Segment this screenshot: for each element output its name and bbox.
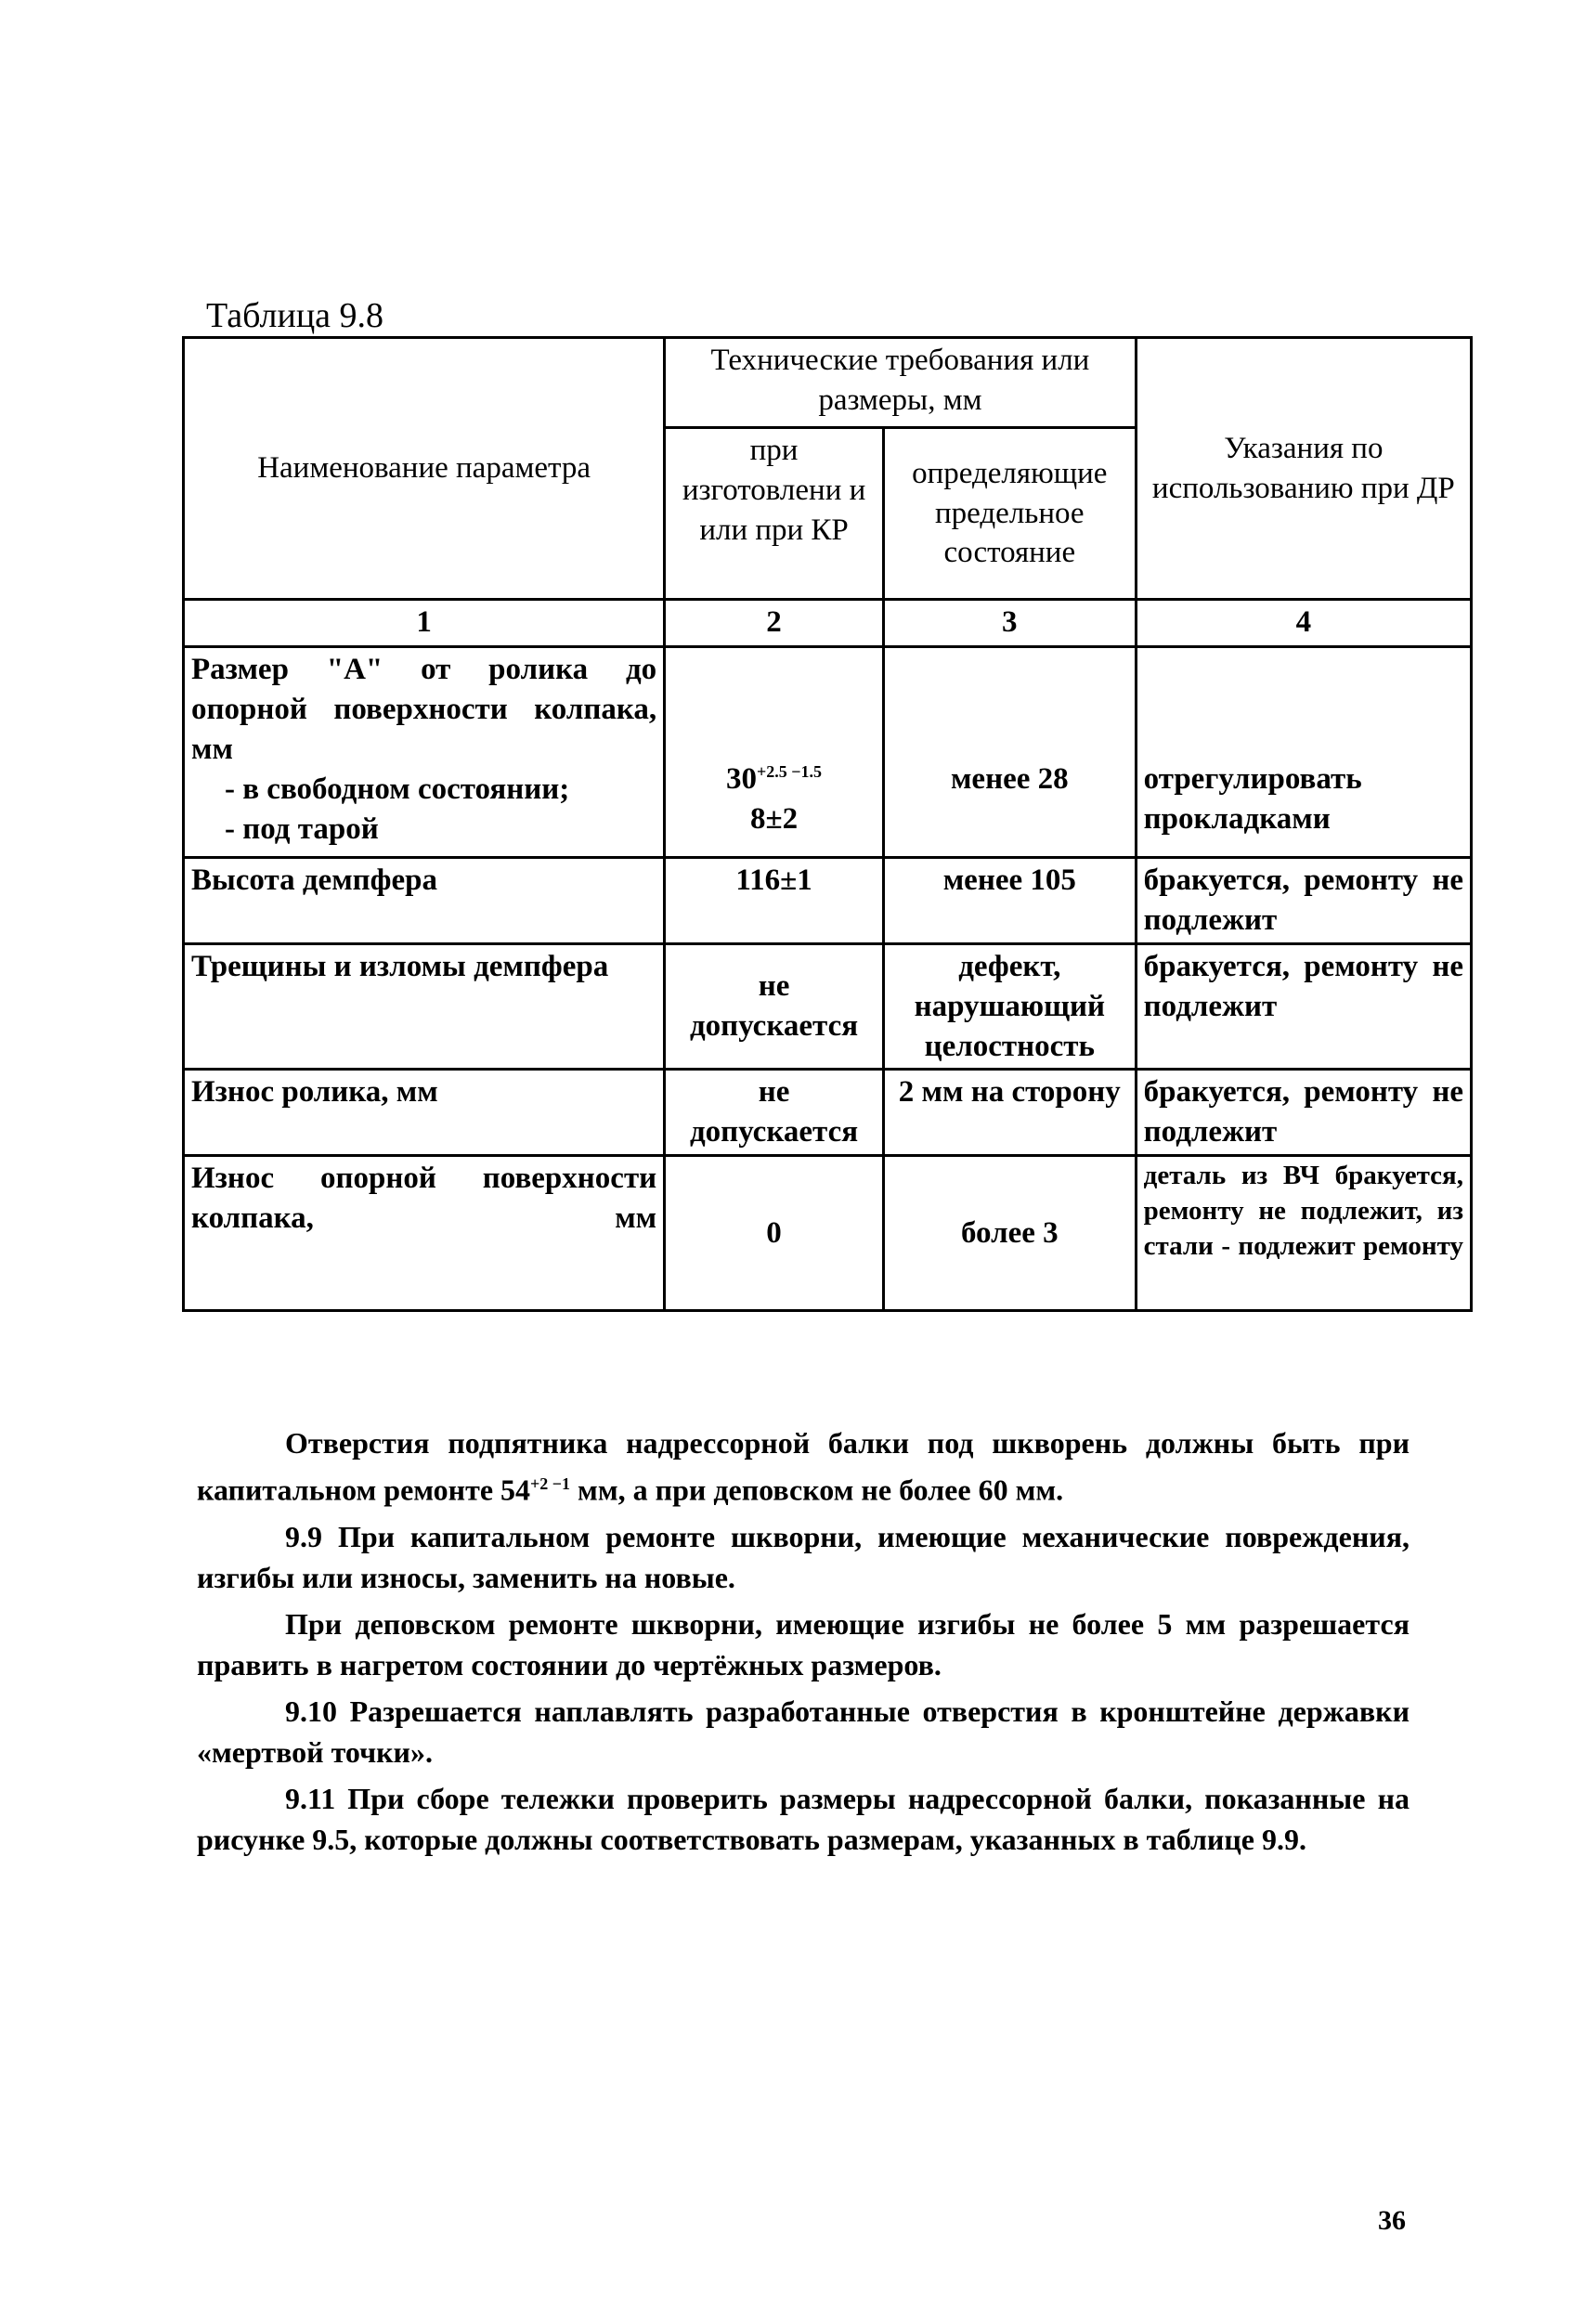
- row-value: 0: [665, 1156, 884, 1311]
- col-number: 2: [665, 600, 884, 647]
- header-limit: определяющие предельное состояние: [883, 428, 1136, 600]
- value-tolerance: +2.5 −1.5: [757, 762, 823, 781]
- table-row: [184, 943, 1472, 1070]
- row-limit: дефект, нарушающий целостность: [883, 943, 1136, 1070]
- table-row: [184, 647, 1472, 858]
- header-tech-group: Технические требования или размеры, мм: [665, 338, 1136, 428]
- row-value: не допускается: [665, 943, 884, 1070]
- row-name: Износ ролика, мм: [184, 1070, 665, 1156]
- row-name: Высота демпфера: [184, 858, 665, 944]
- spec-table: [182, 336, 1473, 1312]
- row-name-text: Размер "А" от ролика до опорной поверхности колпака, мм: [191, 653, 657, 766]
- header-param: Наименование параметра: [184, 338, 665, 600]
- paragraph: При деповском ремонте шкворни, имеющие изгибы не более 5 мм разрешается править в нагретом состоянии до чертёжных размеров.: [197, 1606, 1410, 1681]
- paragraph-text: Отверстия подпятника надрессорной балки под шкворень должны быть при капитальном ремонте 54: [197, 1426, 1410, 1507]
- table-row: [184, 858, 1472, 944]
- row-limit: менее 105: [883, 858, 1136, 944]
- table-row: [184, 1070, 1472, 1156]
- row-name: [184, 647, 665, 858]
- row-instr: бракуется, ремонту не подлежит: [1136, 1070, 1471, 1156]
- header-instructions: Указания по использованию при ДР: [1136, 338, 1471, 600]
- row-limit: [883, 647, 1136, 858]
- row-sub-item: - в свободном состоянии;: [225, 772, 570, 806]
- row-instr: бракуется, ремонту не подлежит: [1136, 943, 1471, 1070]
- paragraph: [197, 1422, 1410, 1511]
- table-caption: Таблица 9.8: [206, 296, 384, 335]
- row-limit-text: менее 28: [950, 762, 1069, 796]
- page-number: 36: [1378, 2205, 1406, 2236]
- row-instr-text: отрегулировать прокладками: [1143, 762, 1362, 836]
- col-number: 3: [883, 600, 1136, 647]
- paragraph: 9.11 При сборе тележки проверить размеры надрессорной балки, показанные на рисунке 9.5, которые должны соответствовать размерам, указанных в таблице 9.9.: [197, 1781, 1410, 1856]
- row-instr: бракуется, ремонту не подлежит: [1136, 858, 1471, 944]
- paragraph: 9.10 Разрешается наплавлять разработанные отверстия в кронштейне державки «мертвой точки».: [197, 1694, 1410, 1769]
- col-number: 4: [1136, 600, 1471, 647]
- row-instr: [1136, 647, 1471, 858]
- col-number: 1: [184, 600, 665, 647]
- paragraph-text: мм, а при деповском не более 60 мм.: [578, 1473, 1064, 1507]
- row-value: не допускается: [665, 1070, 884, 1156]
- row-sub-item: - под тарой: [225, 811, 379, 846]
- row-value-line: 8±2: [749, 801, 799, 836]
- row-limit: более 3: [883, 1156, 1136, 1311]
- row-value-line: [672, 760, 876, 799]
- row-name: [184, 1156, 665, 1311]
- row-value: [665, 647, 884, 858]
- value-base: 30: [726, 762, 758, 796]
- row-instr: деталь из ВЧ бракуется, ремонту не подлежит, из стали - подлежит ремонту: [1136, 1156, 1471, 1311]
- row-value: 116±1: [665, 858, 884, 944]
- table-header-row: [184, 338, 1472, 428]
- row-name-text: Износ опорной поверхности колпака, мм: [191, 1162, 657, 1236]
- column-numbers-row: [184, 600, 1472, 647]
- table-row: [184, 1156, 1472, 1311]
- row-limit: 2 мм на сторону: [883, 1070, 1136, 1156]
- body-text: [197, 1422, 1410, 1865]
- paragraph-tolerance: +2 −1: [530, 1474, 571, 1493]
- row-name: Трещины и изломы демпфера: [184, 943, 665, 1070]
- header-manufacture: при изготовлени и или при КР: [665, 428, 884, 600]
- paragraph: 9.9 При капитальном ремонте шкворни, имеющие механические повреждения, изгибы или износы, заменить на новые.: [197, 1519, 1410, 1594]
